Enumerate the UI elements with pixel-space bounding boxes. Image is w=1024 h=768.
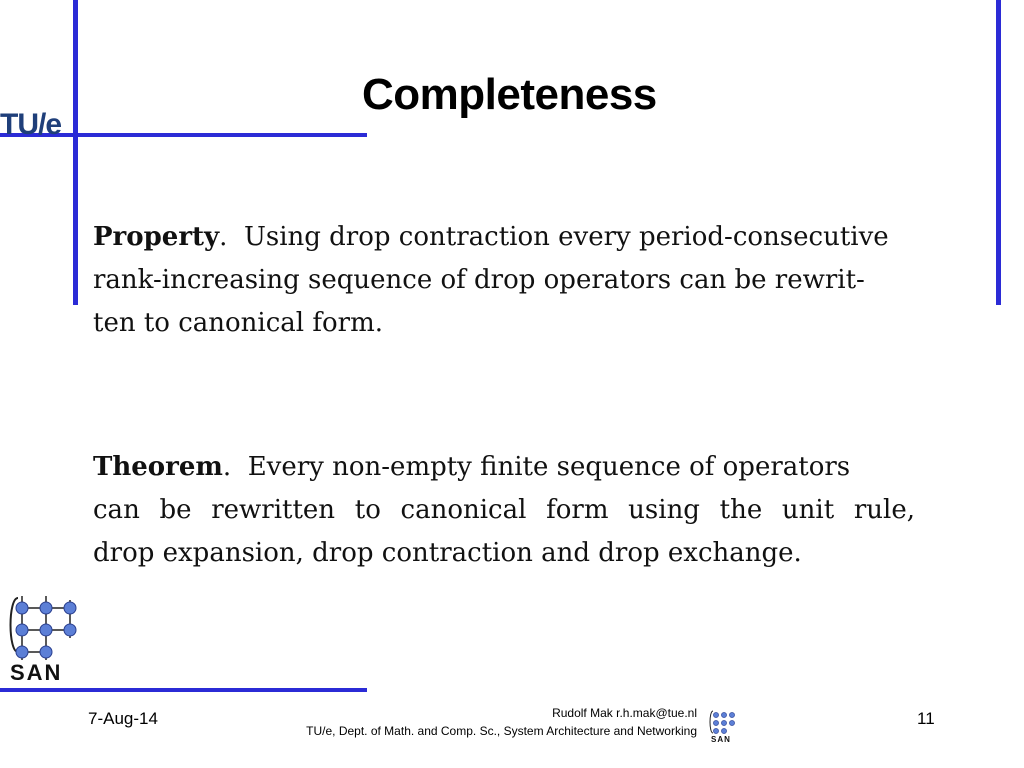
footer-department: TU/e, Dept. of Math. and Comp. Sc., System Architecture and Networking (306, 724, 697, 738)
property-line-1: Using drop contraction every period-consecutive (243, 222, 889, 252)
theorem-line-1: Every non-empty finite sequence of operators (247, 452, 851, 482)
property-paragraph: Property. Using drop contraction every period-consecutive rank-increasing sequence of drop operators can be rewrit- ten to canonical form. (93, 216, 961, 345)
theorem-line-2: can be rewritten to canonical form using the unit rule, (93, 495, 915, 525)
footer-san-logo (708, 708, 740, 746)
footer-san-network-icon (708, 708, 740, 736)
theorem-paragraph: Theorem. Every non-empty finite sequence of operators can be rewritten to canonical form using the unit rule, drop expansion, drop contraction and drop exchange. (93, 446, 915, 575)
property-line-3: ten to canonical form. (93, 308, 383, 338)
footer-author: Rudolf Mak r.h.mak@tue.nl (552, 706, 697, 720)
theorem-line-3: drop expansion, drop contraction and drop exchange. (93, 538, 802, 568)
tue-logo: TU/e (0, 108, 62, 141)
slide-title: Completeness (362, 70, 657, 119)
footer-page-number: 11 (917, 709, 935, 728)
property-label: Property (93, 222, 220, 252)
footer-date: 7-Aug-14 (88, 709, 158, 728)
frame-left-vertical-bar (73, 0, 78, 305)
property-line-2: rank-increasing sequence of drop operators can be rewrit- (93, 265, 865, 295)
san-logo-text: SAN (10, 660, 63, 685)
footer-san-logo-text: SAN (711, 735, 731, 744)
frame-right-vertical-bar (996, 0, 1001, 305)
theorem-label: Theorem (93, 452, 223, 482)
footer-top-bar (0, 688, 367, 692)
san-logo (4, 590, 88, 686)
san-network-icon (4, 590, 88, 662)
